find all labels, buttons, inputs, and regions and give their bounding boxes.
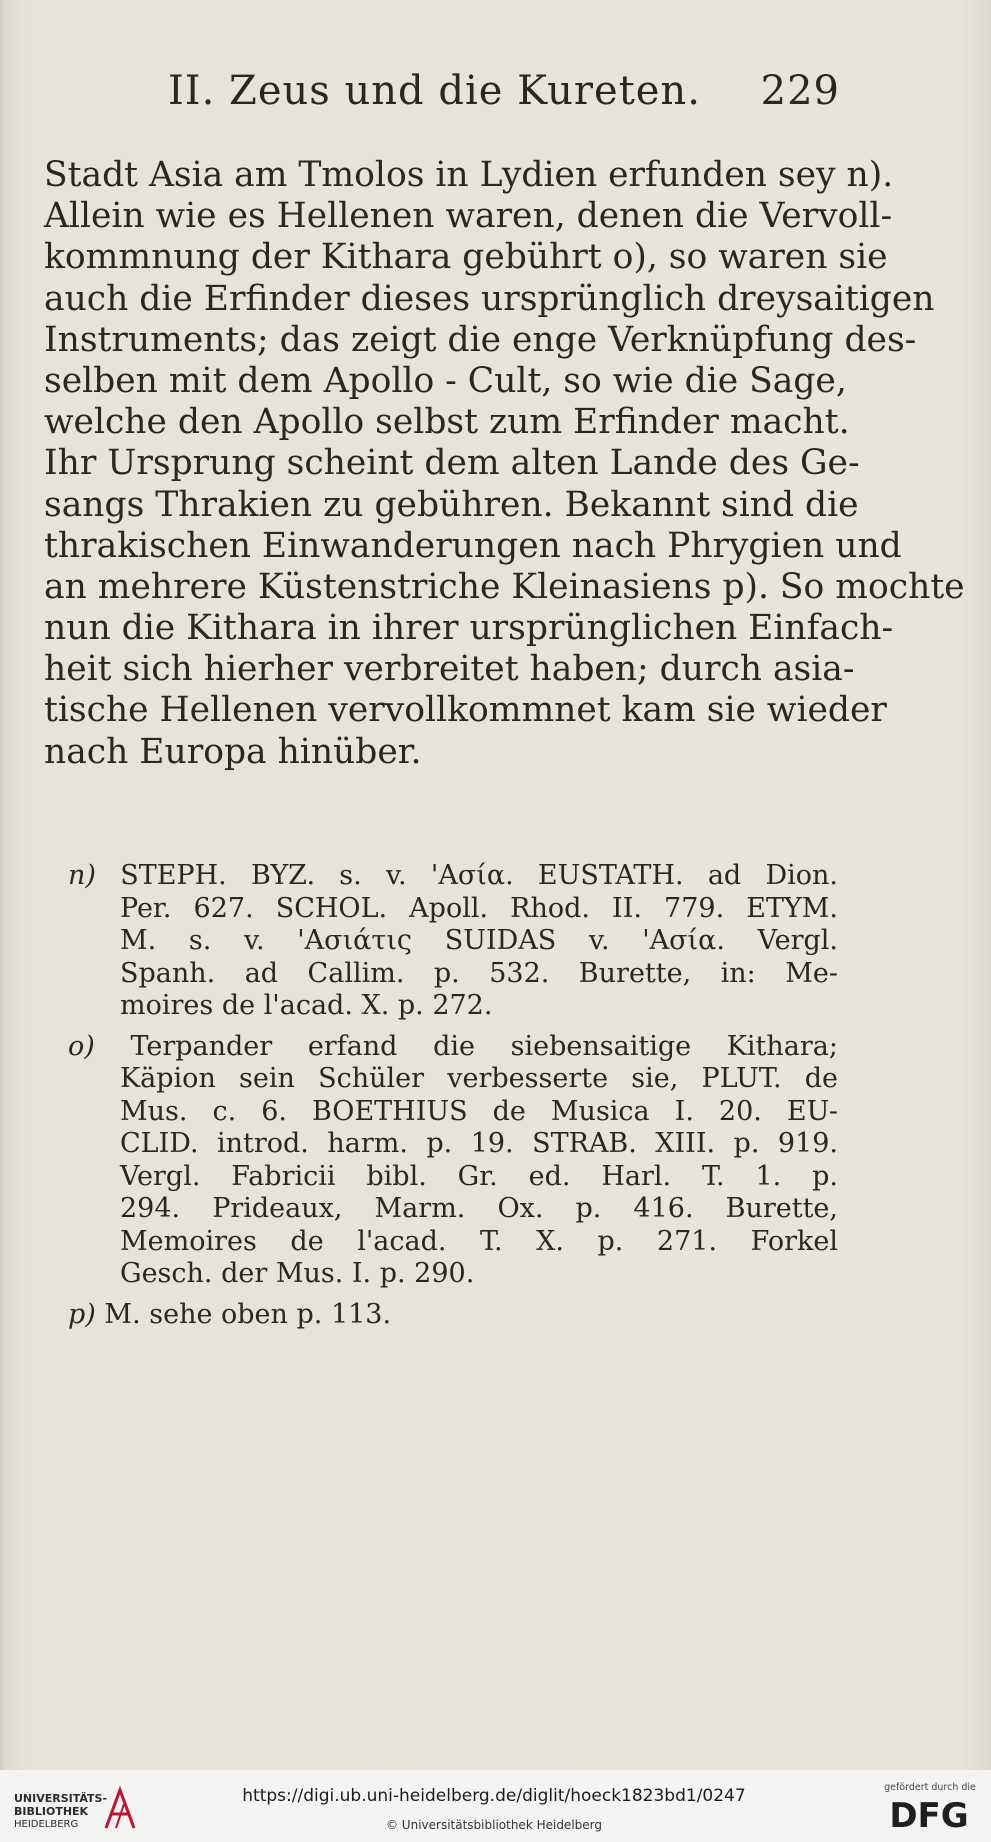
body-line: nun die Kithara in ihrer ursprünglichen Einfach-: [44, 608, 894, 649]
footnote-line: Spanh. ad Callim. p. 532. Burette, in: Me-: [120, 957, 838, 989]
library-emblem-icon: [100, 1784, 140, 1834]
library-logo[interactable]: [14, 1792, 114, 1831]
body-line: tische Hellenen vervollkommnet kam sie wieder: [44, 690, 887, 731]
footnote-line: M. sehe oben p. 113.: [104, 1298, 392, 1330]
library-name-line: UNIVERSITÄTS-: [14, 1792, 108, 1805]
footnote-n: [68, 860, 838, 1023]
body-line: nach Europa hinüber.: [44, 731, 422, 772]
footnote-line: Käpion sein Schüler verbesserte sie, PLUT. de: [120, 1063, 838, 1094]
footnote-line: Terpander erfand die siebensaitige Kithara;: [130, 1030, 838, 1062]
body-line: Stadt Asia am Tmolos in Lydien erfunden sey n).: [44, 155, 894, 195]
body-line: kommnung der Kithara gebührt o), so waren sie: [44, 237, 888, 278]
body-line: thrakischen Einwanderungen nach Phrygien und: [44, 525, 902, 566]
body-text: [44, 155, 965, 773]
footnote-line: Memoires de l'acad. T. X. p. 271. Forkel: [120, 1225, 838, 1257]
running-head: [168, 68, 840, 118]
body-line: welche den Apollo selbst zum Erfinder macht.: [44, 402, 850, 443]
footnote-line: CLID. introd. harm. p. 19. STRAB. XIII. p. 919.: [120, 1128, 838, 1159]
footnote-p: [68, 1299, 838, 1332]
funder-caption: gefördert durch die: [884, 1782, 976, 1793]
footnote-line: Mus. c. 6. BOETHIUS de Musica I. 20. EU-: [120, 1095, 838, 1127]
dfg-logo-icon[interactable]: [884, 1794, 974, 1834]
body-line: Instruments; das zeigt die enge Verknüpfung des-: [44, 319, 917, 360]
body-line: an mehrere Küstenstriche Kleinasiens p). So mochte: [44, 566, 965, 607]
body-line: sangs Thrakien zu gebühren. Bekannt sind die: [44, 484, 859, 525]
footnote-marker: p): [68, 1298, 96, 1330]
footnote-line: M. s. v. 'Ασιάτις SUIDAS v. 'Ασία. Vergl.: [120, 925, 838, 956]
copyright-notice: © Universitätsbibliothek Heidelberg: [385, 1818, 602, 1832]
dfg-logo-text: DFG: [889, 1796, 969, 1834]
body-line: heit sich hierher verbreitet haben; durch asia-: [44, 649, 855, 690]
footnote-line: Gesch. der Mus. I. p. 290.: [120, 1258, 475, 1289]
page-number: 229: [760, 68, 840, 114]
library-name-line: BIBLIOTHEK: [14, 1805, 89, 1818]
body-line: auch die Erfinder dieses ursprünglich dreysaitigen: [44, 278, 935, 319]
footnote-line: moires de l'acad. X. p. 272.: [120, 990, 493, 1021]
library-name-line: HEIDELBERG: [14, 1819, 79, 1830]
footnote-line: STEPH. BYZ. s. v. 'Ασία. EUSTATH. ad Dion.: [120, 860, 838, 891]
viewer-footer: [0, 1770, 991, 1842]
footnotes: [68, 860, 838, 1339]
footnote-marker: n): [68, 860, 96, 891]
footnote-line: Per. 627. SCHOL. Apoll. Rhod. II. 779. ETYM.: [120, 892, 838, 924]
footnote-o: [68, 1031, 838, 1291]
body-line: selben mit dem Apollo - Cult, so wie die Sage,: [44, 360, 847, 401]
body-line: Ihr Ursprung scheint dem alten Lande des Ge-: [44, 443, 860, 484]
footnote-line: 294. Prideaux, Marm. Ox. p. 416. Burette,: [120, 1193, 838, 1224]
footnote-line: Vergl. Fabricii bibl. Gr. ed. Harl. T. 1. p.: [120, 1160, 838, 1192]
chapter-title: II. Zeus und die Kureten.: [168, 68, 701, 114]
permalink-url[interactable]: https://digi.ub.uni-heidelberg.de/diglit/hoeck1823bd1/0247: [242, 1786, 746, 1806]
footnote-marker: o): [68, 1030, 95, 1062]
body-line: Allein wie es Hellenen waren, denen die Vervoll-: [44, 196, 893, 237]
